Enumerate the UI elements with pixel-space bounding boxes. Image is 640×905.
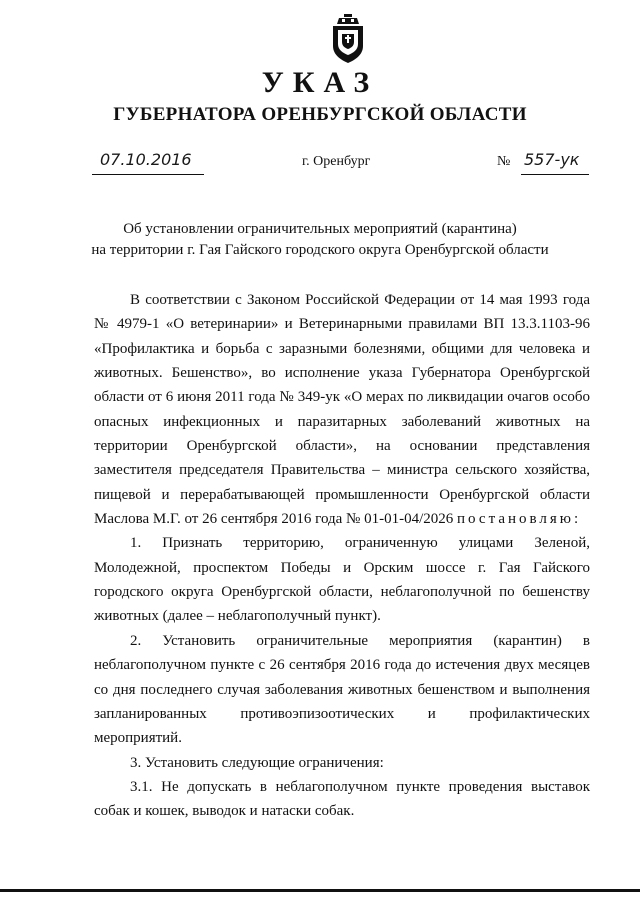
preamble-paragraph: [94, 288, 590, 531]
preamble-text: В соответствии с Законом Российской Федерации от 14 мая 1993 года № 4979-1 «О ветеринарии» и Ветеринарными правилами ВП 13.3.1103-96 «Профилактика и борьба с заразными болезнями, общими для человека и животных. Бешенство», во исполнение указа Губернатора Оренбургской области от 6 июня 2011 года № 349-ук «О мерах по ликвидации очагов особо опасных инфекционных и паразитарных заболеваний животных на территории Оренбургской области», на основании представления заместителя председателя Правительства – министра сельского хозяйства, пищевой и перерабатывающей промышленности Оренбургской области Маслова М.Г. от 26 сентября 2016 года № 01-01-04/2026: [94, 292, 590, 528]
document-city: г. Оренбург: [302, 154, 371, 169]
page-bottom-rule: [0, 889, 640, 892]
item-1: 1. Признать территорию, ограниченную улицами Зеленой, Молодежной, проспектом Победы и Орским шоссе г. Гая Гайского городского округа Оренбургской области, неблагополучной по бешенству животных (далее – неблагополучный пункт).: [94, 535, 590, 625]
decree-word: постановляю:: [457, 511, 582, 528]
number-underline: [521, 174, 589, 175]
document-body: [94, 288, 590, 824]
item-2: 2. Установить ограничительные мероприятия (карантин) в неблагополучном пункте с 26 сентября 2016 года до истечения двух месяцев со дня последнего случая заболевания животных бешенством и выполнения запланированных противоэпизоотических и профилактических мероприятий.: [94, 632, 590, 747]
document-date: 07.10.2016: [100, 150, 192, 169]
date-underline: [92, 174, 204, 175]
item-3-1: 3.1. Не допускать в неблагополучном пункте проведения выставок собак и кошек, выводок и натаски собак.: [94, 778, 590, 820]
subject-line-1: Об установлении ограничительных мероприятий (карантина): [123, 221, 517, 237]
subject-line-2: на территории г. Гая Гайского городского округа Оренбургской области: [91, 242, 549, 258]
coat-of-arms-icon: [330, 14, 366, 64]
number-label: №: [497, 154, 511, 169]
document-number: 557-ук: [524, 150, 580, 169]
document-type-title: УКАЗ: [261, 66, 379, 99]
item-3: 3. Установить следующие ограничения:: [130, 754, 384, 771]
issuer-title: ГУБЕРНАТОРА ОРЕНБУРГСКОЙ ОБЛАСТИ: [113, 104, 527, 125]
